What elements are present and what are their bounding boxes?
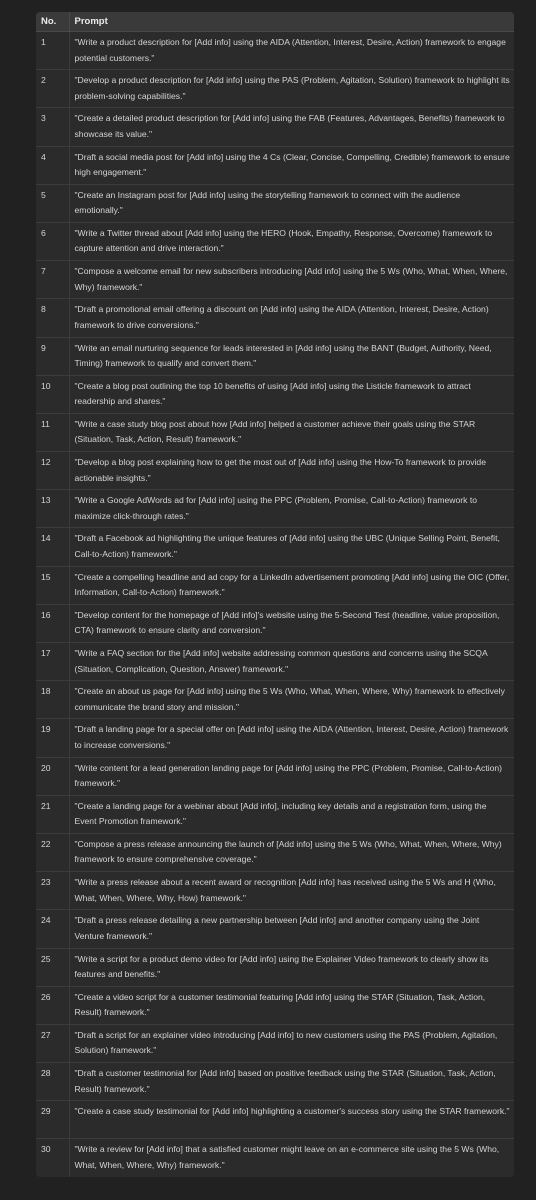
row-number: 24 [36,910,69,948]
row-prompt: "Write a case study blog post about how [Add info] helped a customer achieve their goals using the STAR (Situation, Task, Action, Result) framework." [69,413,514,451]
table-row [36,566,514,604]
row-number: 10 [36,375,69,413]
table-row [36,872,514,910]
row-number: 1 [36,32,69,70]
prompt-table [36,12,514,1177]
row-prompt: "Draft a landing page for a special offer on [Add info] using the AIDA (Attention, Interest, Desire, Action) framework to increase conversions." [69,719,514,757]
row-number: 27 [36,1024,69,1062]
table-row [36,413,514,451]
table-row [36,719,514,757]
row-prompt: "Create an Instagram post for [Add info] using the storytelling framework to connect with the audience emotionally." [69,184,514,222]
header-prompt: Prompt [69,12,514,32]
row-number: 25 [36,948,69,986]
row-prompt: "Write a Twitter thread about [Add info] using the HERO (Hook, Empathy, Response, Overcome) framework to capture attention and drive interaction." [69,222,514,260]
row-number: 21 [36,795,69,833]
row-number: 16 [36,604,69,642]
row-prompt: "Draft a script for an explainer video introducing [Add info] to new customers using the PAS (Problem, Agitation, Solution) framework." [69,1024,514,1062]
row-prompt: "Develop a blog post explaining how to get the most out of [Add info] using the How-To framework to provide actionable insights." [69,452,514,490]
row-number: 6 [36,222,69,260]
table-row [36,1101,514,1139]
table-row [36,604,514,642]
table-row [36,1063,514,1101]
row-number: 9 [36,337,69,375]
row-prompt: "Write content for a lead generation landing page for [Add info] using the PPC (Problem, Promise, Call-to-Action) framework." [69,757,514,795]
row-number: 17 [36,643,69,681]
prompt-table-container [36,12,514,1177]
row-number: 19 [36,719,69,757]
row-prompt: "Create a video script for a customer testimonial featuring [Add info] using the STAR (Situation, Task, Action, Result) framework." [69,986,514,1024]
table-row [36,681,514,719]
row-prompt: "Write an email nurturing sequence for leads interested in [Add info] using the BANT (Budget, Authority, Need, Timing) framework to qualify and convert them." [69,337,514,375]
table-row [36,452,514,490]
table-row [36,299,514,337]
table-row [36,146,514,184]
row-number: 11 [36,413,69,451]
row-prompt: "Develop content for the homepage of [Add info]'s website using the 5-Second Test (headline, value proposition, CTA) framework to ensure clarity and conversion." [69,604,514,642]
row-number: 28 [36,1063,69,1101]
table-row [36,375,514,413]
row-number: 2 [36,70,69,108]
table-row [36,795,514,833]
table-header [36,12,514,32]
table-row [36,910,514,948]
table-row [36,643,514,681]
row-prompt: "Create an about us page for [Add info] using the 5 Ws (Who, What, When, Where, Why) framework to effectively communicate the brand story and mission." [69,681,514,719]
table-row [36,490,514,528]
row-prompt: "Draft a press release detailing a new partnership between [Add info] and another company using the Joint Venture framework." [69,910,514,948]
row-prompt: "Compose a welcome email for new subscribers introducing [Add info] using the 5 Ws (Who, What, When, Where, Why) framework." [69,261,514,299]
row-prompt: "Create a detailed product description for [Add info] using the FAB (Features, Advantages, Benefits) framework to showcase its value." [69,108,514,146]
row-number: 23 [36,872,69,910]
table-row [36,528,514,566]
row-number: 18 [36,681,69,719]
row-number: 13 [36,490,69,528]
table-row [36,70,514,108]
table-row [36,948,514,986]
row-prompt: "Create a case study testimonial for [Add info] highlighting a customer's success story using the STAR framework." [69,1101,514,1139]
table-row [36,1024,514,1062]
table-body [36,32,514,1178]
row-number: 20 [36,757,69,795]
table-row [36,757,514,795]
row-number: 12 [36,452,69,490]
row-number: 14 [36,528,69,566]
row-prompt: "Draft a promotional email offering a discount on [Add info] using the AIDA (Attention, Interest, Desire, Action) framework to drive conversions." [69,299,514,337]
row-prompt: "Draft a customer testimonial for [Add info] based on positive feedback using the STAR (Situation, Task, Action, Result) framework." [69,1063,514,1101]
table-row [36,184,514,222]
row-prompt: "Write a review for [Add info] that a satisfied customer might leave on an e-commerce site using the 5 Ws (Who, What, When, Where, Why) framework." [69,1139,514,1177]
row-prompt: "Write a press release about a recent award or recognition [Add info] has received using the 5 Ws and H (Who, What, When, Where, Why, How) framework." [69,872,514,910]
row-number: 22 [36,833,69,871]
table-row [36,32,514,70]
table-row [36,337,514,375]
row-prompt: "Draft a Facebook ad highlighting the unique features of [Add info] using the UBC (Unique Selling Point, Benefit, Call-to-Action) framework." [69,528,514,566]
row-prompt: "Compose a press release announcing the launch of [Add info] using the 5 Ws (Who, What, When, Where, Why) framework to ensure comprehensive coverage." [69,833,514,871]
row-number: 8 [36,299,69,337]
row-prompt: "Write a FAQ section for the [Add info] website addressing common questions and concerns using the SCQA (Situation, Complication, Question, Answer) framework." [69,643,514,681]
table-header-row [36,12,514,32]
table-row [36,222,514,260]
row-prompt: "Create a landing page for a webinar about [Add info], including key details and a registration form, using the Event Promotion framework." [69,795,514,833]
row-number: 29 [36,1101,69,1139]
row-number: 30 [41,1144,51,1155]
row-prompt: "Write a Google AdWords ad for [Add info] using the PPC (Problem, Promise, Call-to-Action) framework to maximize click-through rates." [69,490,514,528]
table-row [36,986,514,1024]
table-row [36,833,514,871]
table-row [36,108,514,146]
table-row [36,1139,514,1177]
row-prompt: "Draft a social media post for [Add info] using the 4 Cs (Clear, Concise, Compelling, Credible) framework to ensure high engagement." [69,146,514,184]
header-no: No. [36,12,69,32]
row-number: 3 [36,108,69,146]
row-number: 15 [36,566,69,604]
table-row [36,261,514,299]
row-number: 5 [36,184,69,222]
row-prompt: "Create a compelling headline and ad copy for a LinkedIn advertisement promoting [Add info] using the OIC (Offer, Information, Call-to-Action) framework." [69,566,514,604]
row-prompt: "Write a product description for [Add info] using the AIDA (Attention, Interest, Desire, Action) framework to engage potential customers." [69,32,514,70]
row-number: 7 [36,261,69,299]
row-prompt: "Write a script for a product demo video for [Add info] using the Explainer Video framework to clearly show its features and benefits." [69,948,514,986]
row-prompt: "Develop a product description for [Add info] using the PAS (Problem, Agitation, Solution) framework to highlight its problem-solving capabilities." [69,70,514,108]
row-number: 4 [36,146,69,184]
row-prompt: "Create a blog post outlining the top 10 benefits of using [Add info] using the Listicle framework to attract readership and shares." [69,375,514,413]
row-number: 26 [36,986,69,1024]
